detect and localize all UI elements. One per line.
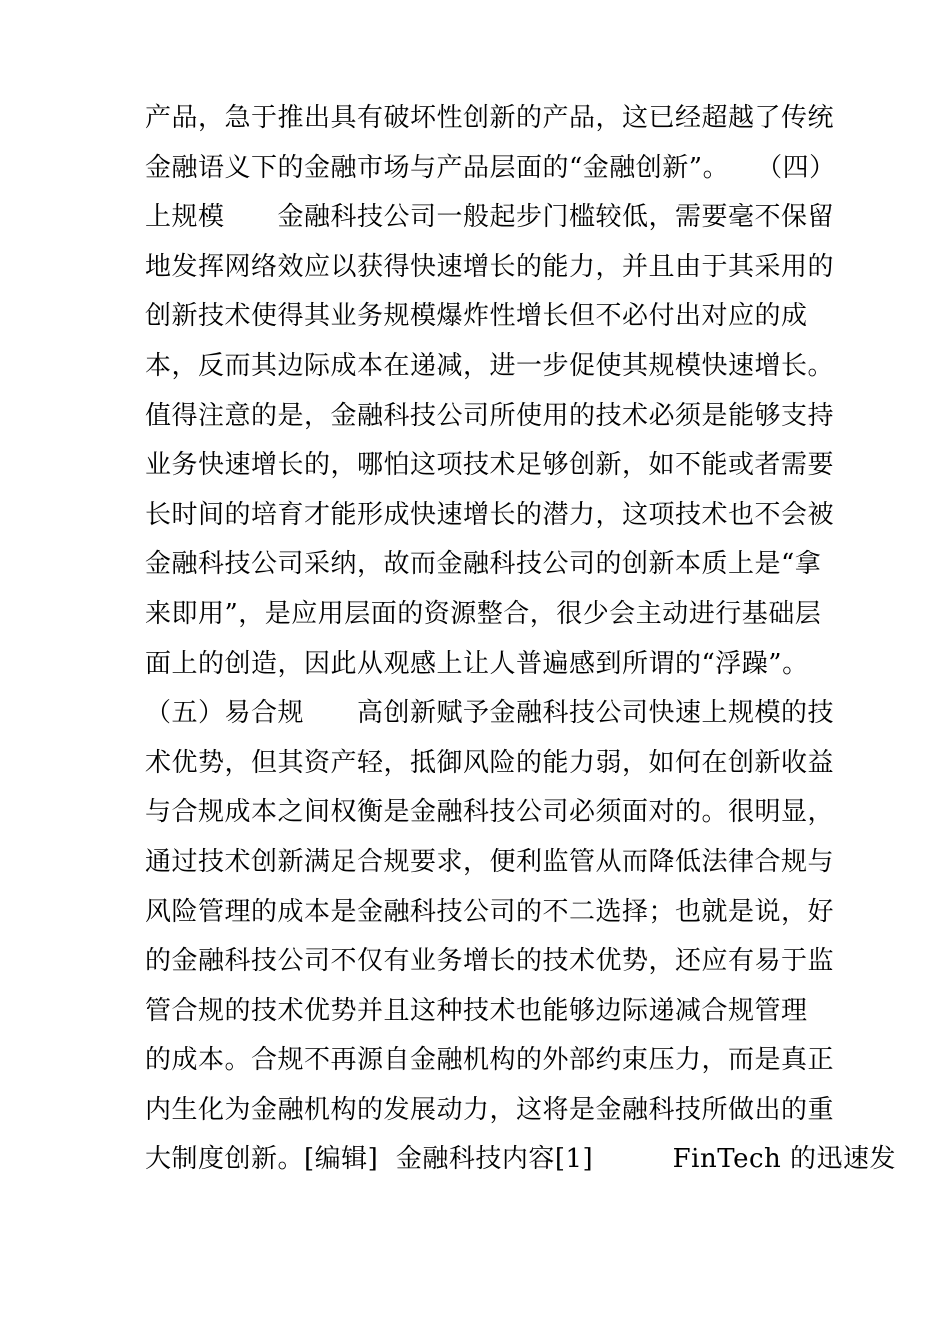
text-line: 本，反而其边际成本在递减，进一步促使其规模快速增长。 bbox=[145, 350, 835, 381]
text-line: 值得注意的是，金融科技公司所使用的技术必须是能够支持 bbox=[145, 400, 835, 431]
text-line: 的成本。合规不再源自金融机构的外部约束压力，而是真正 bbox=[145, 1045, 835, 1076]
text-line: 产品，急于推出具有破坏性创新的产品，这已经超越了传统 bbox=[145, 103, 835, 133]
text-line: 业务快速增长的，哪怕这项技术足够创新，如不能或者需要 bbox=[145, 450, 835, 481]
text-line: 管合规的技术优势并且这种技术也能够边际递减合规管理 bbox=[145, 995, 808, 1026]
text-line: 大制度创新。[编辑] 金融科技内容[1] FinTech 的迅速发 bbox=[145, 1144, 897, 1175]
text-line: 地发挥网络效应以获得快速增长的能力，并且由于其采用的 bbox=[145, 251, 835, 282]
text-line: （五）易合规 高创新赋予金融科技公司快速上规模的技 bbox=[145, 698, 835, 729]
text-line: 术优势，但其资产轻，抵御风险的能力弱，如何在创新收益 bbox=[145, 747, 835, 778]
text-line: 内生化为金融机构的发展动力，这将是金融科技所做出的重 bbox=[145, 1094, 835, 1125]
text-line: 的金融科技公司不仅有业务增长的技术优势，还应有易于监 bbox=[145, 946, 835, 977]
text-line: 与合规成本之间权衡是金融科技公司必须面对的。很明显， bbox=[145, 797, 835, 828]
text-line: 面上的创造，因此从观感上让人普遍感到所谓的“浮躁”。 bbox=[145, 648, 809, 679]
text-line: 金融科技公司采纳，故而金融科技公司的创新本质上是“拿 bbox=[145, 549, 822, 580]
text-line: 金融语义下的金融市场与产品层面的“金融创新”。 （四） bbox=[145, 152, 836, 183]
text-line: 长时间的培育才能形成快速增长的潜力，这项技术也不会被 bbox=[145, 499, 835, 530]
text-line: 上规模 金融科技公司一般起步门槛较低，需要毫不保留 bbox=[145, 202, 835, 233]
text-line: 创新技术使得其业务规模爆炸性增长但不必付出对应的成 bbox=[145, 301, 808, 332]
text-line: 来即用”，是应用层面的资源整合，很少会主动进行基础层 bbox=[145, 598, 822, 629]
body-text bbox=[145, 94, 897, 1185]
text-line: 风险管理的成本是金融科技公司的不二选择；也就是说，好 bbox=[145, 896, 835, 927]
text-line: 通过技术创新满足合规要求，便利监管从而降低法律合规与 bbox=[145, 846, 835, 877]
